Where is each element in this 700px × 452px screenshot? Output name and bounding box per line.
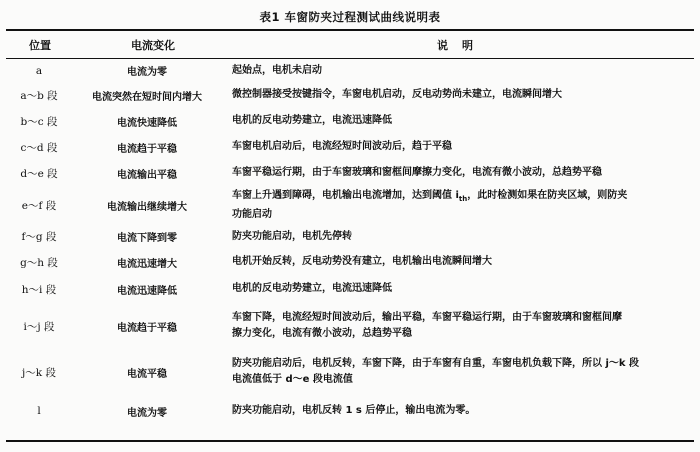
row-position: a～b 段 <box>20 89 58 102</box>
row-description <box>222 87 694 103</box>
row-description <box>222 63 694 79</box>
row-position: g～h 段 <box>20 256 58 269</box>
table-row <box>6 275 694 303</box>
header-current-change: 电流变化 <box>131 39 175 52</box>
table-body <box>6 59 694 427</box>
row-description <box>222 229 694 245</box>
row-current-change: 电流快速降低 <box>117 117 177 129</box>
row-position: i～j 段 <box>23 320 55 333</box>
row-current-change: 电流平稳 <box>127 368 167 380</box>
row-description-line: 擦力变化，电流有微小波动，总趋势平稳 <box>232 328 412 339</box>
row-description-line: 电流值低于 d～e 段电流值 <box>232 374 353 385</box>
table-row <box>6 249 694 275</box>
row-current-change: 电流趋于平稳 <box>117 322 177 334</box>
row-current-change: 电流迅速降低 <box>117 285 177 297</box>
row-description-line: 防夹功能启动，电机反转 1 s 后停止，输出电流为零。 <box>232 405 476 416</box>
table-row <box>6 303 694 349</box>
row-current-change: 电流下降到零 <box>117 233 177 244</box>
row-description-line: 车窗平稳运行期，由于车窗玻璃和窗框间摩擦力变化，电流有微小波动，总趋势平稳 <box>232 167 602 178</box>
row-position: b～c 段 <box>20 115 58 128</box>
row-description <box>222 310 694 342</box>
row-position: f～g 段 <box>21 231 57 243</box>
row-description-line: 防夹功能启动，电机先停转 <box>232 230 352 242</box>
row-description <box>222 139 694 155</box>
row-description-line: 防夹功能启动后，电机反转，车窗下降，由于车窗有自重，车窗电机负载下降，所以 j～k 段 <box>232 358 640 369</box>
table-row <box>6 224 694 249</box>
table-caption: 表1 车窗防夹过程测试曲线说明表 <box>259 10 441 24</box>
row-description-line: 车窗电机启动后，电流经短时间波动后，趋于平稳 <box>232 141 452 152</box>
row-current-change: 电流为零 <box>127 67 167 78</box>
row-description <box>222 188 694 223</box>
row-description-line: 电机的反电动势建立，电流迅速降低 <box>232 115 392 126</box>
row-position: e～f 段 <box>21 199 57 212</box>
row-current-change: 电流趋于平稳 <box>117 143 177 155</box>
table-row <box>6 108 694 134</box>
row-position: c～d 段 <box>20 141 58 154</box>
row-current-change: 电流为零 <box>127 407 167 419</box>
row-description-line: 车窗上升遇到障碍，电机输出电流增加，达到阈值 i <box>232 189 459 201</box>
row-description <box>222 254 694 270</box>
row-description <box>222 356 694 388</box>
row-current-change: 电流突然在短时间内增大 <box>92 91 202 103</box>
table-row <box>6 59 694 82</box>
table-row <box>6 160 694 186</box>
table-row <box>6 349 694 395</box>
row-position: l <box>37 405 41 417</box>
row-description <box>222 113 694 129</box>
header-description: 说明 <box>437 39 487 52</box>
header-position: 位置 <box>29 39 51 52</box>
row-current-change: 电流输出平稳 <box>117 169 177 181</box>
row-position: a <box>35 64 43 77</box>
row-description-line: 微控制器接受按键指令，车窗电机启动，反电动势尚未建立，电流瞬间增大 <box>232 89 562 100</box>
row-description-line: 车窗下降，电流经短时间波动后，输出平稳，车窗平稳运行期，由于车窗玻璃和窗框间摩 <box>232 312 622 323</box>
table-row <box>6 395 694 427</box>
threshold-subscript: th <box>458 194 468 203</box>
table-top-rule <box>6 29 694 31</box>
row-description <box>222 403 694 419</box>
row-description-line: 电机的反电动势建立，电流迅速降低 <box>232 283 392 294</box>
row-description-line: ，此时检测如果在防夹区域，则防夹 <box>467 189 628 201</box>
row-description <box>222 165 694 181</box>
row-current-change: 电流迅速增大 <box>117 258 177 270</box>
row-description-line: 功能启动 <box>232 208 272 220</box>
row-position: d～e 段 <box>20 167 58 180</box>
row-description <box>222 281 694 297</box>
table-row <box>6 186 694 224</box>
row-position: h～i 段 <box>21 283 57 296</box>
row-description-line: 电机开始反转，反电动势没有建立，电机输出电流瞬间增大 <box>232 256 492 267</box>
row-current-change: 电流输出继续增大 <box>107 201 187 213</box>
row-position: j～k 段 <box>22 366 56 379</box>
table-row <box>6 134 694 160</box>
table-row <box>6 82 694 108</box>
row-description-line: 起始点，电机未启动 <box>232 64 322 76</box>
table-bottom-rule <box>6 440 694 442</box>
